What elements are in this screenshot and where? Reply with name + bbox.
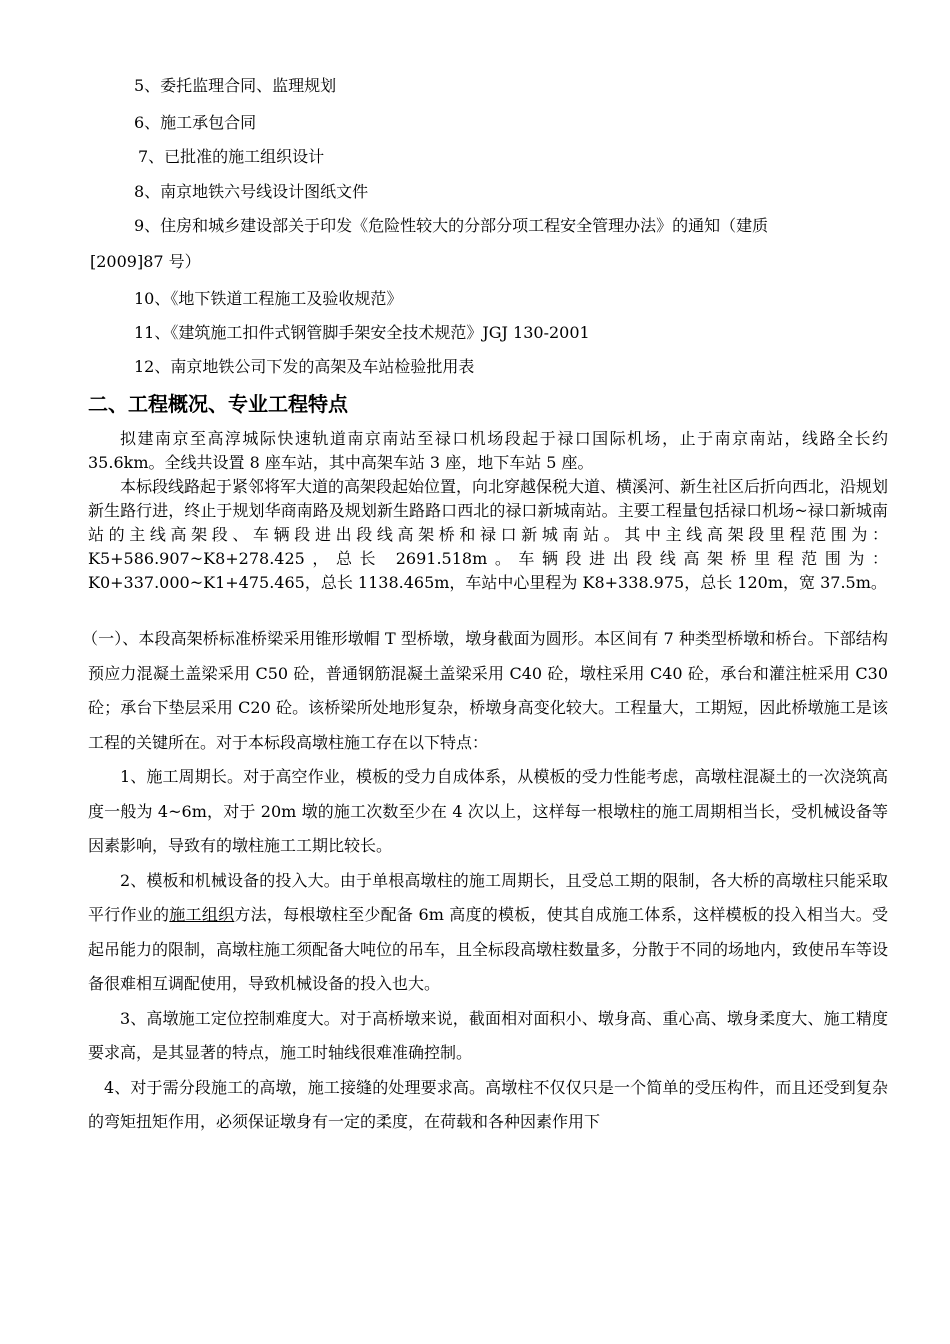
overview-paragraph-2: 本标段线路起于紧邻将军大道的高架段起始位置，向北穿越保税大道、横溪河、新生社区后折向西北，沿规划新生路行进，终止于规划华商南路及规划新生路路口西北的禄口新城南站。主要工程量包括禄口机场~禄口新城南站的主线高架段、车辆段进出段线高架桥和禄口新城南站。其中主线高架段里程范围为：K5+586.907~K8+278.425，总长 2691.518m。车辆段进出段线高架桥里程范围为：K0+337.000~K1+475.465，总长 1138.465m，车站中心里程为 K8+338.975，总长 120m，宽 37.5m。: [88, 477, 889, 592]
reference-item-7: 7、已批准的施工组织设计: [138, 147, 325, 166]
reference-item-5: 5、委托监理合同、监理规划: [134, 76, 337, 95]
reference-item-6: 6、施工承包合同: [134, 113, 257, 132]
reference-item-12: 12、南京地铁公司下发的高架及车站检验批用表: [134, 357, 475, 376]
reference-item-9: 9、住房和城乡建设部关于印发《危险性较大的分部分项工程安全管理办法》的通知（建质: [134, 216, 769, 235]
reference-item-10: 10、《地下铁道工程施工及验收规范》: [134, 289, 403, 308]
features-block: [82, 622, 889, 1140]
reference-item-9-continued: [2009]87 号）: [90, 252, 201, 271]
feature-point-1: 1、施工周期长。对于高空作业，模板的受力自成体系，从模板的受力性能考虑，高墩柱混凝土的一次浇筑高度一般为 4~6m，对于 20m 墩的施工次数至少在 4 次以上，这样每一根墩柱的施工周期相当长，受机械设备等因素影响，导致有的墩柱施工工期比较长。: [88, 767, 888, 855]
feature-point-2: [88, 864, 888, 1002]
overview-paragraph-1: 拟建南京至高淳城际快速轨道南京南站至禄口机场段起于禄口国际机场，止于南京南站，线路全长约 35.6km。全线共设置 8 座车站，其中高架车站 3 座，地下车站 5 座。: [88, 429, 888, 472]
section-heading: 二、工程概况、专业工程特点: [88, 392, 348, 416]
construction-organization-link[interactable]: 施工组织: [169, 905, 235, 924]
reference-item-11: 11、《建筑施工扣件式钢管脚手架安全技术规范》JGJ 130-2001: [134, 323, 590, 342]
reference-item-8: 8、南京地铁六号线设计图纸文件: [134, 182, 369, 201]
feature-point-4: 4、对于需分段施工的高墩，施工接缝的处理要求高。高墩柱不仅仅只是一个简单的受压构件，而且还受到复杂的弯矩扭矩作用，必须保证墩身有一定的柔度，在荷载和各种因素作用下: [88, 1077, 888, 1131]
overview-block: [88, 427, 888, 595]
feature-point-2-text-a: 2、模板和机械设备的投入大。由于单根高墩柱的施工周期长，且受总工期的限制，各大桥的高墩柱只能采取平行作业的: [88, 870, 888, 924]
feature-point-3: 3、高墩施工定位控制难度大。对于高桥墩来说，截面相对面积小、墩身高、重心高、墩身柔度大、施工精度要求高，是其显著的特点，施工时轴线很难准确控制。: [88, 1008, 888, 1062]
feature-point-2-text-b: 方法，每根墩柱至少配备 6m 高度的模板，使其自成施工体系，这样模板的投入相当大。受起吊能力的限制，高墩柱施工须配备大吨位的吊车，且全标段高墩柱数量多，分散于不同的场地内，致使吊车等设备很难相互调配使用，导致机械设备的投入也大。: [88, 905, 889, 993]
bridge-pier-paragraph: （一）、本段高架桥标准桥梁采用锥形墩帽 T 型桥墩，墩身截面为圆形。本区间有 7 种类型桥墩和桥台。下部结构预应力混凝土盖梁采用 C50 砼，普通钢筋混凝土盖梁采用 C40 砼，墩柱采用 C40 砼，承台和灌注桩采用 C30 砼；承台下垫层采用 C20 砼。该桥梁所处地形复杂，桥墩身高变化较大。工程量大，工期短，因此桥墩施工是该工程的关键所在。对于本标段高墩柱施工存在以下特点：: [82, 629, 888, 752]
